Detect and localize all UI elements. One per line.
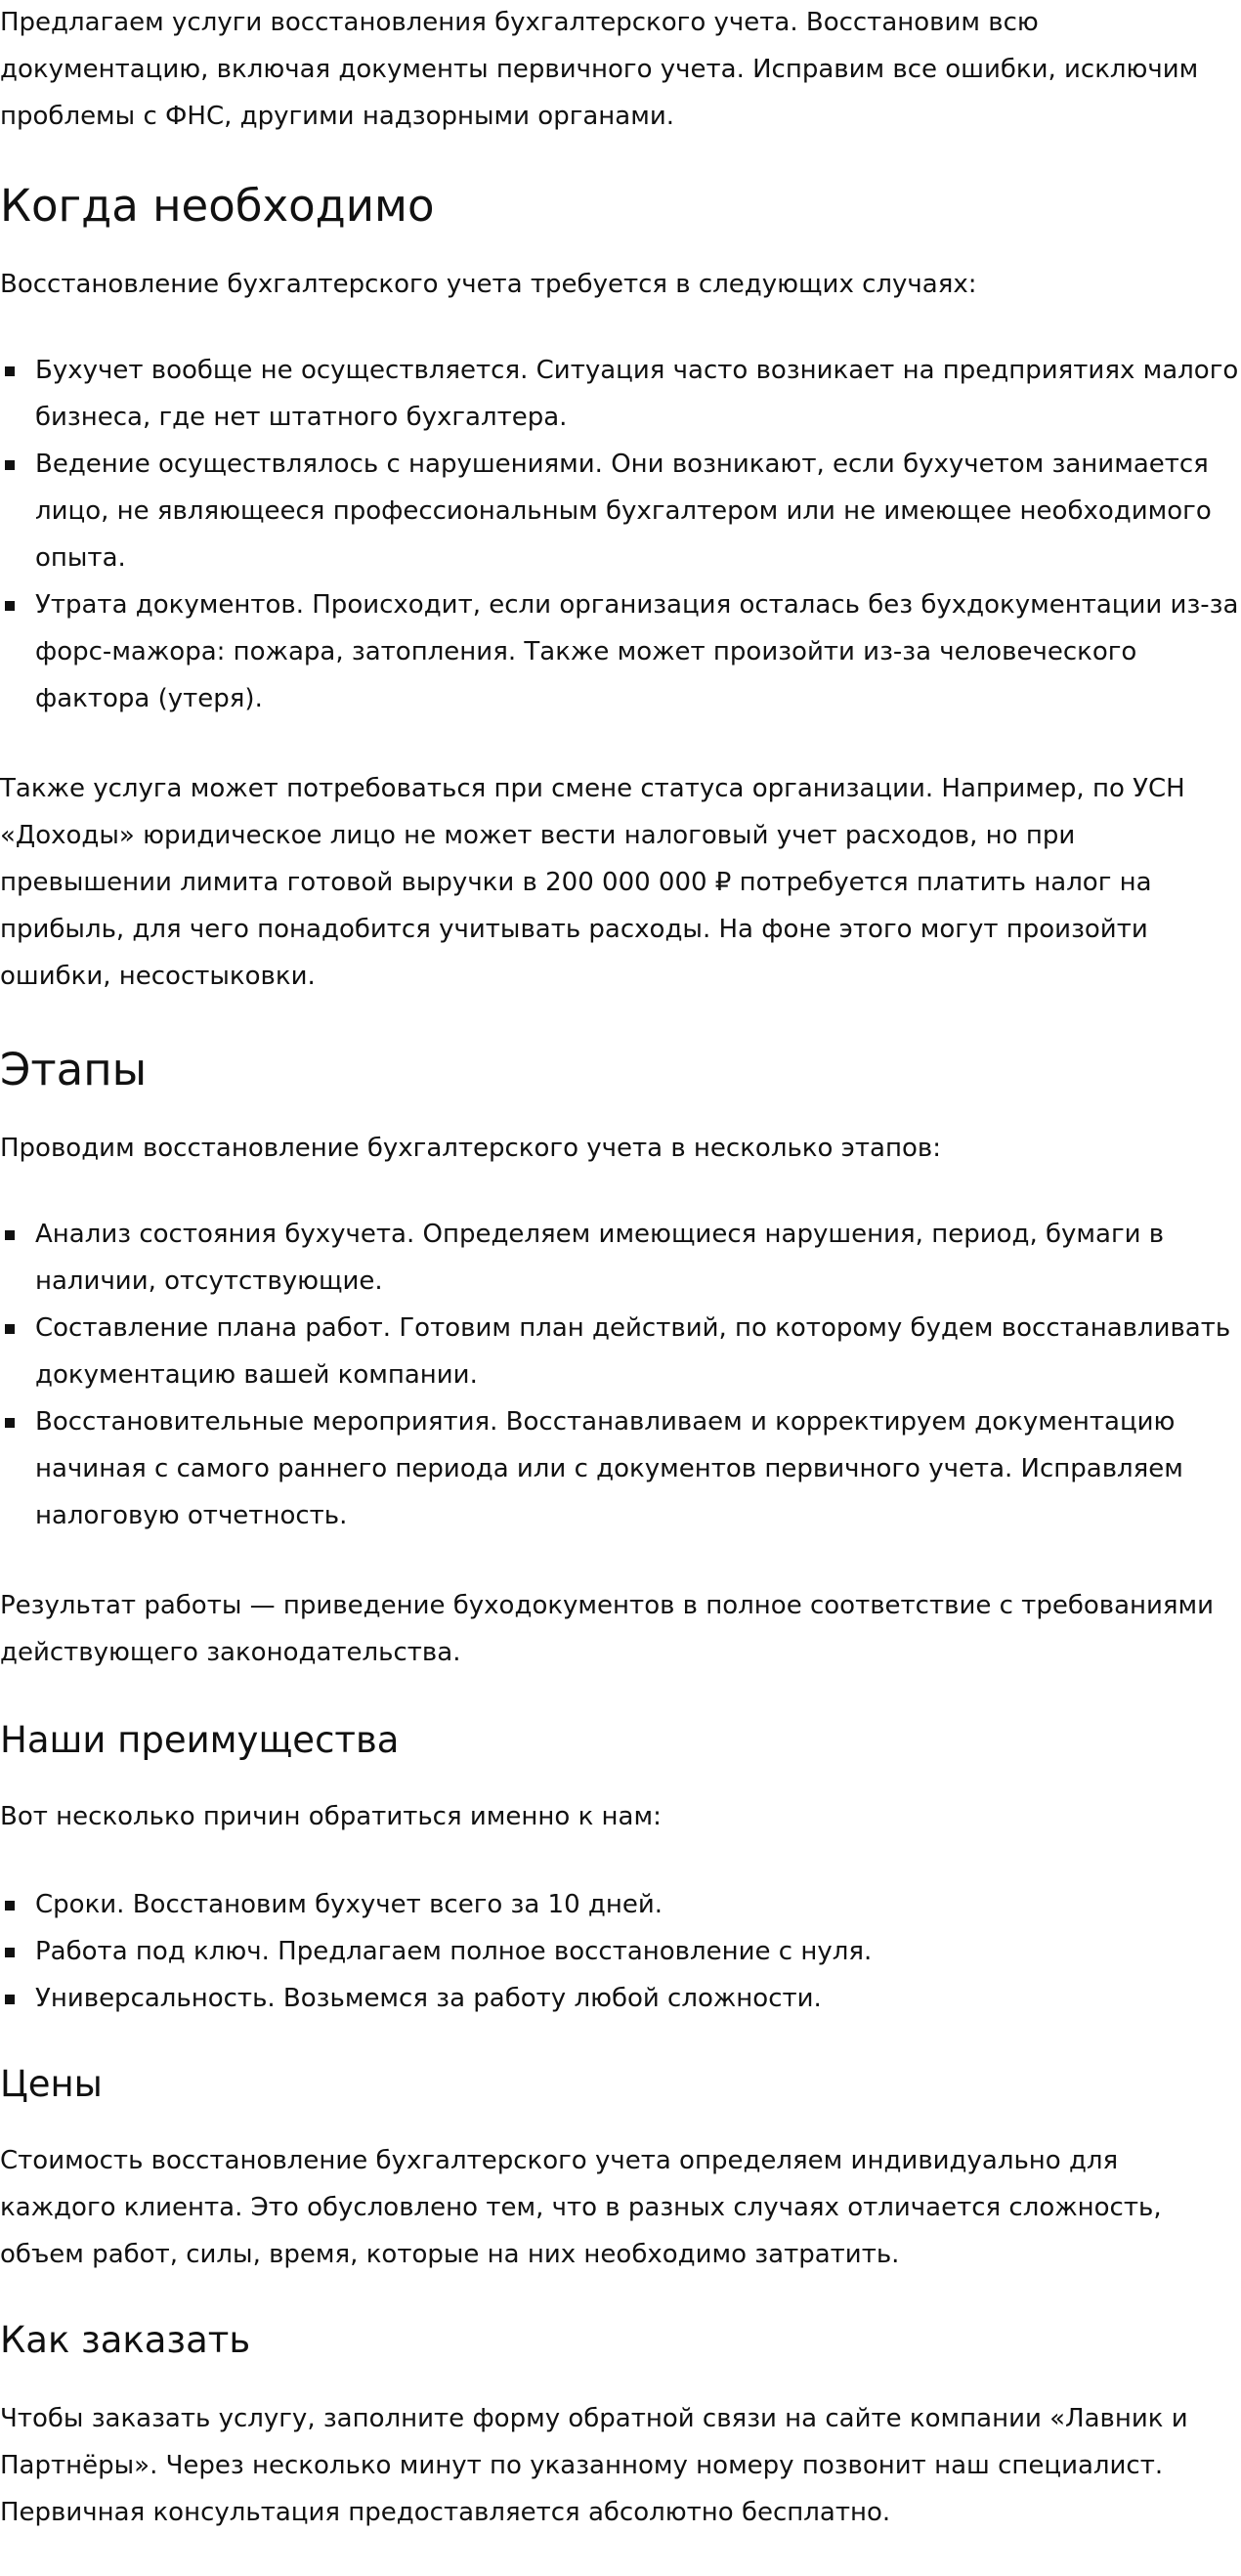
list-item-text: Бухучет вообще не осуществляется. Ситуация часто возникает на предприятиях малого бизнеса, где нет штатного бухгалтера. bbox=[35, 356, 1239, 432]
list-item bbox=[0, 1928, 1241, 1975]
bullet-icon bbox=[5, 366, 15, 376]
list-item bbox=[0, 441, 1241, 581]
bullet-icon bbox=[5, 1901, 15, 1911]
prices-paragraph: Стоимость восстановление бухгалтерского учета определяем индивидуально для каждого клиента. Это обусловлено тем, что в разных случаях отличается сложность, объем работ, силы, время, которые на них необходимо затратить. bbox=[0, 2146, 1162, 2269]
heading-when-needed: Когда необходимо bbox=[0, 180, 435, 232]
when-note-paragraph: Также услуга может потребоваться при смене статуса организации. Например, по УСН «Доходы» юридическое лицо не может вести налоговый учет расходов, но при превышении лимита готовой выручки в 200 000 000 ₽ потребуется платить налог на прибыль, для чего понадобится учитывать расходы. На фоне этого могут произойти ошибки, несостыковки. bbox=[0, 774, 1185, 991]
stages-list bbox=[0, 1211, 1241, 1539]
heading-how-to-order: Как заказать bbox=[0, 2319, 251, 2361]
list-item-text: Восстановительные мероприятия. Восстанавливаем и корректируем документацию начиная с самого раннего периода или с документов первичного учета. Исправляем налоговую отчетность. bbox=[35, 1407, 1183, 1530]
list-item bbox=[0, 347, 1241, 441]
bullet-icon bbox=[5, 1418, 15, 1428]
when-list bbox=[0, 347, 1241, 722]
list-item-text: Сроки. Восстановим бухучет всего за 10 дней. bbox=[35, 1890, 663, 1919]
advantages-lead-paragraph: Вот несколько причин обратиться именно к нам: bbox=[0, 1802, 662, 1831]
bullet-icon bbox=[5, 1948, 15, 1957]
bullet-icon bbox=[5, 1230, 15, 1240]
list-item bbox=[0, 581, 1241, 722]
stages-lead-paragraph: Проводим восстановление бухгалтерского учета в несколько этапов: bbox=[0, 1134, 941, 1163]
advantages-list bbox=[0, 1881, 1241, 2022]
bullet-icon bbox=[5, 601, 15, 611]
list-item bbox=[0, 1975, 1241, 2022]
list-item bbox=[0, 1881, 1241, 1928]
list-item-text: Анализ состояния бухучета. Определяем имеющиеся нарушения, период, бумаги в наличии, отсутствующие. bbox=[35, 1220, 1165, 1296]
list-item-text: Составление плана работ. Готовим план действий, по которому будем восстанавливать документацию вашей компании. bbox=[35, 1313, 1231, 1390]
intro-paragraph: Предлагаем услуги восстановления бухгалтерского учета. Восстановим всю документацию, включая документы первичного учета. Исправим все ошибки, исключим проблемы с ФНС, другими надзорными органами. bbox=[0, 8, 1199, 131]
list-item bbox=[0, 1398, 1241, 1539]
stages-result-paragraph: Результат работы — приведение буходокументов в полное соответствие с требованиями действующего законодательства. bbox=[0, 1591, 1215, 1667]
bullet-icon bbox=[5, 460, 15, 470]
list-item-text: Работа под ключ. Предлагаем полное восстановление с нуля. bbox=[35, 1937, 873, 1966]
order-paragraph: Чтобы заказать услугу, заполните форму обратной связи на сайте компании «Лавник и Партнёры». Через несколько минут по указанному номеру позвонит наш специалист. Первичная консультация предоставляется абсолютно бесплатно. bbox=[0, 2404, 1188, 2527]
list-item-text: Универсальность. Возьмемся за работу любой сложности. bbox=[35, 1984, 822, 2013]
list-item bbox=[0, 1211, 1241, 1305]
bullet-icon bbox=[5, 1995, 15, 2004]
when-lead-paragraph: Восстановление бухгалтерского учета требуется в следующих случаях: bbox=[0, 270, 977, 299]
list-item-text: Утрата документов. Происходит, если организация осталась без бухдокументации из-за форс-мажора: пожара, затопления. Также может произойти из-за человеческого фактора (утеря). bbox=[35, 590, 1239, 713]
bullet-icon bbox=[5, 1324, 15, 1334]
list-item-text: Ведение осуществлялось с нарушениями. Они возникают, если бухучетом занимается лицо, не являющееся профессиональным бухгалтером или не имеющее необходимого опыта. bbox=[35, 450, 1212, 573]
heading-stages: Этапы bbox=[0, 1044, 148, 1095]
list-item bbox=[0, 1305, 1241, 1398]
heading-prices: Цены bbox=[0, 2063, 103, 2105]
heading-advantages: Наши преимущества bbox=[0, 1719, 400, 1761]
